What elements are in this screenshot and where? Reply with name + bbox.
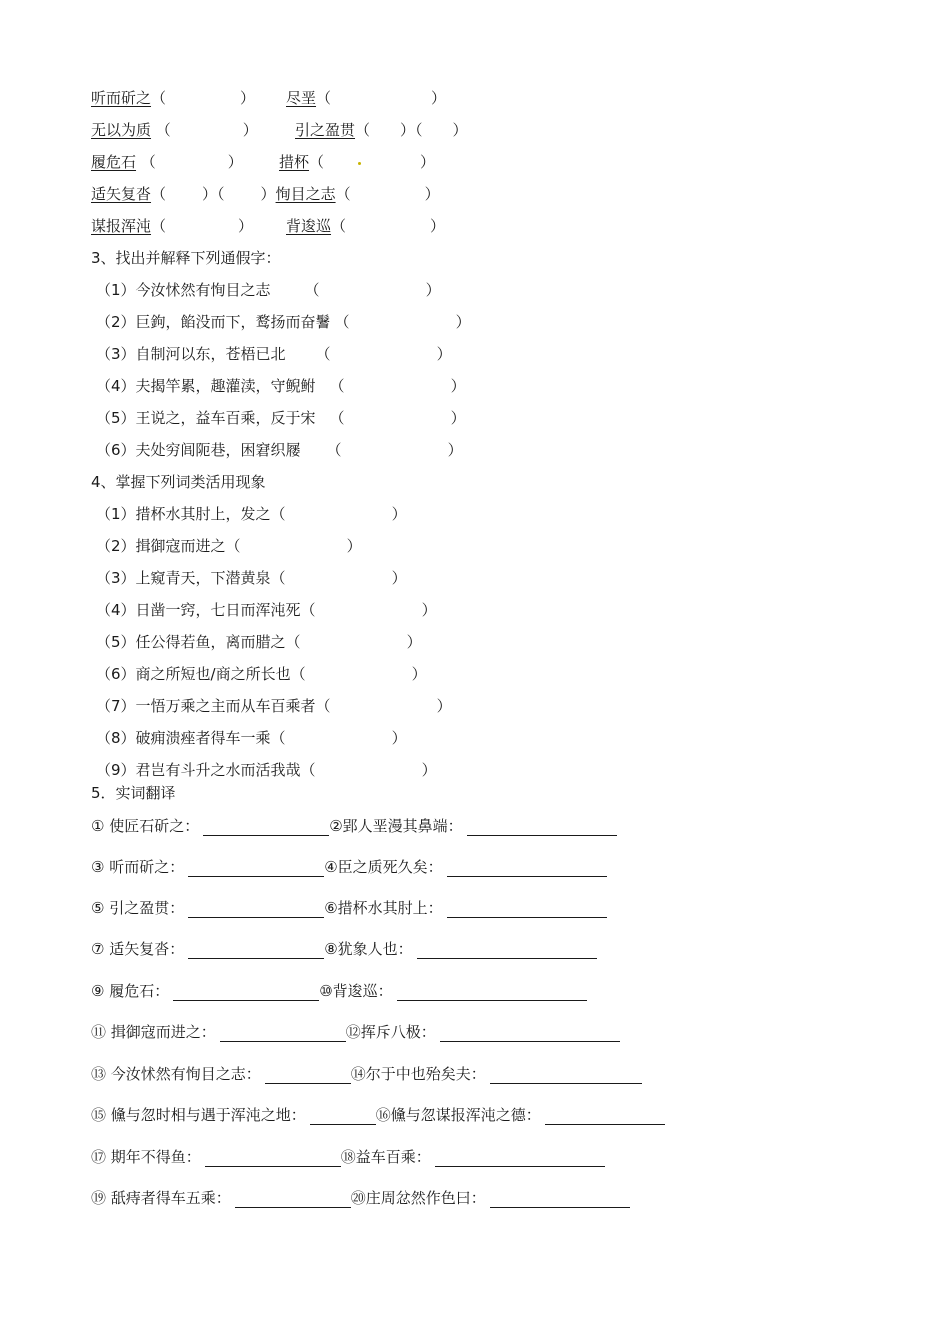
word: 恂目之志 [275, 185, 336, 203]
q4-item: （4）日凿一窍，七日而浑沌死（ ） [96, 601, 437, 619]
answer-blank[interactable] [310, 1108, 376, 1125]
answer-blank[interactable] [467, 819, 617, 836]
q3-heading: 3、找出并解释下列通假字： [91, 249, 281, 267]
q4-item: （7）一悟万乘之主而从车百乘者（ ） [96, 697, 452, 715]
q5-row: ⑪ 揖御寇而进之： ⑫挥斥八极： [91, 1022, 620, 1042]
answer-blank[interactable] [490, 1191, 630, 1208]
answer-blank[interactable] [188, 901, 324, 918]
word: 背逡巡 [286, 217, 332, 235]
word: 适矢复沓 [91, 185, 152, 203]
q5-heading: 5．实词翻译 [91, 784, 176, 802]
answer-blank[interactable] [545, 1108, 665, 1125]
answer-blank[interactable] [188, 942, 324, 959]
stray-mark [358, 162, 361, 165]
q5-row: ⑮ 儵与忽时相与遇于浑沌之地： ⑯儵与忽谋报浑沌之德： [91, 1105, 665, 1125]
word: 引之盈贯 [295, 121, 356, 139]
answer-blank[interactable] [440, 1025, 620, 1042]
word-row-4: 适矢复沓（ ）（ ）恂目之志（ ） [91, 185, 440, 203]
answer-blank[interactable] [447, 901, 607, 918]
answer-blank[interactable] [220, 1025, 346, 1042]
answer-blank[interactable] [397, 984, 587, 1001]
answer-blank[interactable] [205, 1150, 341, 1167]
word-row-3: 履危石 （ ） [91, 153, 243, 171]
word-row-5b: 背逡巡（ ） [286, 217, 446, 235]
q3-item: （2）巨鉤，餡没而下，鹜扬而奋鬐 （ ） [96, 313, 471, 331]
answer-blank[interactable] [490, 1067, 642, 1084]
q5-row: ⑦ 适矢复沓： ⑧犹象人也： [91, 939, 597, 959]
word: 履危石 [91, 153, 137, 171]
q3-item: （6）夫处穷闾阨巷，困窘织屦 （ ） [96, 441, 463, 459]
word: 措杯 [279, 153, 310, 171]
answer-blank[interactable] [173, 984, 319, 1001]
q3-item: （1）今汝怵然有恂目之志 （ ） [96, 281, 441, 299]
word: 无以为质 [91, 121, 152, 139]
answer-blank[interactable] [435, 1150, 605, 1167]
word-row-3b: 措杯（ ） [279, 153, 436, 171]
q3-item: （3）自制河以东，苍梧已北 （ ） [96, 345, 452, 363]
q5-row: ③ 听而斫之： ④臣之质死久矣： [91, 857, 607, 877]
word-row-1: 听而斫之（ ） [91, 89, 256, 107]
word-row-2b: 引之盈贯（ ）（ ） [295, 121, 468, 139]
answer-blank[interactable] [417, 942, 597, 959]
q5-row: ⑨ 履危石： ⑩背逡巡： [91, 981, 587, 1001]
q4-item: （3）上窥青天，下潜黄泉（ ） [96, 569, 407, 587]
q3-item: （5）王说之，益车百乘，反于宋 （ ） [96, 409, 466, 427]
answer-blank[interactable] [235, 1191, 351, 1208]
answer-blank[interactable] [265, 1067, 351, 1084]
q4-heading: 4、掌握下列词类活用现象 [91, 473, 266, 491]
q4-item: （1）措杯水其肘上，发之（ ） [96, 505, 407, 523]
q4-item: （6）商之所短也/商之所长也（ ） [96, 665, 427, 683]
word-row-2: 无以为质 （ ） [91, 121, 258, 139]
q4-item: （8）破痈溃痤者得车一乘（ ） [96, 729, 407, 747]
answer-blank[interactable] [203, 819, 329, 836]
q5-row: ① 使匠石斫之： ②郢人垩漫其鼻端： [91, 816, 617, 836]
answer-blank[interactable] [188, 860, 324, 877]
word: 尽垩 [286, 89, 317, 107]
word-row-1b: 尽垩（ ） [286, 89, 447, 107]
word: 谋报浑沌 [91, 217, 152, 235]
q5-row: ⑤ 引之盈贯： ⑥措杯水其肘上： [91, 898, 607, 918]
q5-row: ⑬ 今汝怵然有恂目之志： ⑭尔于中也殆矣夫： [91, 1064, 642, 1084]
q4-item: （9）君岂有斗升之水而活我哉（ ） [96, 761, 437, 779]
q4-item: （5）任公得若鱼，离而腊之（ ） [96, 633, 422, 651]
word: 听而斫之 [91, 89, 152, 107]
word-row-5: 谋报浑沌（ ） [91, 217, 254, 235]
q3-item: （4）夫揭竿累，趣灌渎，守鲵鲋 （ ） [96, 377, 466, 395]
q4-item: （2）揖御寇而进之（ ） [96, 537, 362, 555]
q5-row: ⑰ 期年不得鱼： ⑱益车百乘： [91, 1147, 605, 1167]
q5-row: ⑲ 舐痔者得车五乘： ⑳庄周忿然作色曰： [91, 1188, 630, 1208]
answer-blank[interactable] [447, 860, 607, 877]
